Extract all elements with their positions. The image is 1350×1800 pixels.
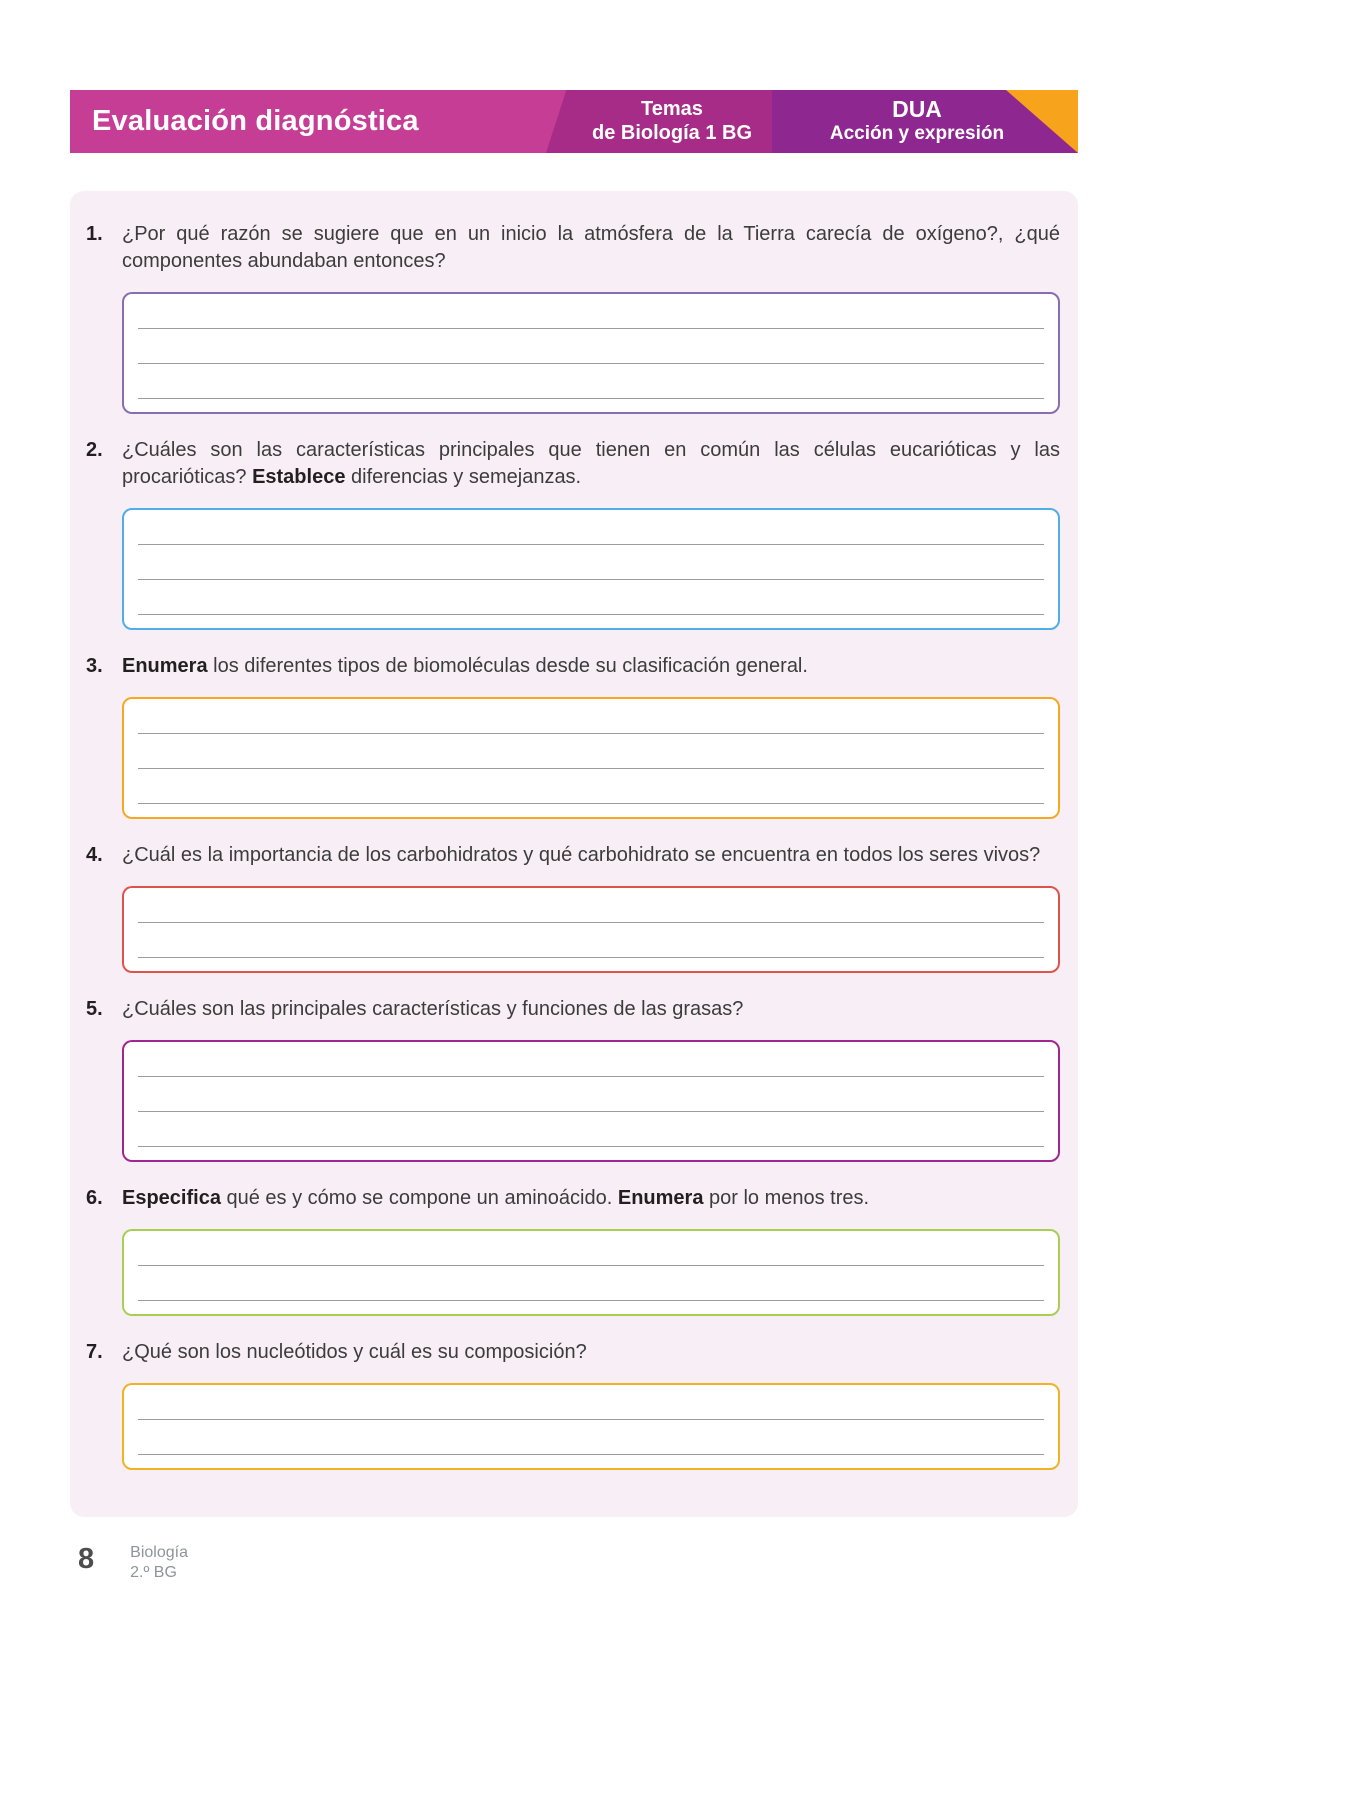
- question-text: [122, 1185, 1060, 1212]
- dua-subtitle: Acción y expresión: [829, 122, 1005, 144]
- question-text: [122, 842, 1060, 869]
- book-info: [130, 1543, 188, 1583]
- question-block: [70, 1339, 1078, 1470]
- question-text-segment: ¿Cuáles son las características principales que tienen en común las células eucarióticas y las procarióticas?: [122, 439, 1060, 488]
- banner-topic-line2: de Biología 1 BG: [591, 121, 753, 144]
- answer-box: [122, 508, 1060, 630]
- answer-box: [122, 1383, 1060, 1470]
- question-text: [122, 1339, 1060, 1366]
- question-block: [70, 437, 1078, 630]
- answer-line: [138, 1042, 1044, 1077]
- question-text-segment: Especifica: [122, 1187, 221, 1209]
- answer-box: [122, 292, 1060, 414]
- question-text-segment: qué es y cómo se compone un aminoácido.: [220, 1187, 618, 1209]
- question-block: [70, 653, 1078, 819]
- book-subject: Biología: [130, 1544, 188, 1561]
- question-block: [70, 221, 1078, 414]
- answer-line: [138, 580, 1044, 615]
- answer-line: [138, 364, 1044, 399]
- header-banner: [70, 90, 1078, 153]
- question-number: 7.: [86, 1341, 103, 1363]
- page-number: 8: [78, 1543, 95, 1575]
- question-text-segment: Establece: [252, 466, 346, 488]
- question-block: [70, 1185, 1078, 1316]
- answer-box: [122, 1040, 1060, 1162]
- answer-line: [138, 1266, 1044, 1301]
- question-number: 1.: [86, 223, 103, 245]
- banner-topic-label: [556, 90, 788, 153]
- question-text: [122, 996, 1060, 1023]
- banner-dua-label: [772, 90, 1062, 153]
- question-text: [122, 437, 1060, 491]
- answer-line: [138, 1112, 1044, 1147]
- question-number: 5.: [86, 998, 103, 1020]
- question-text-segment: por lo menos tres.: [703, 1187, 870, 1209]
- answer-line: [138, 1231, 1044, 1266]
- answer-line: [138, 1420, 1044, 1455]
- question-text-segment: ¿Por qué razón se sugiere que en un inicio la atmósfera de la Tierra carecía de oxígeno?, ¿qué componentes abundaban entonces?: [122, 223, 1060, 272]
- question-text: [122, 221, 1060, 275]
- dua-title: DUA: [892, 96, 942, 123]
- question-number: 3.: [86, 655, 103, 677]
- question-text-segment: diferencias y semejanzas.: [345, 466, 582, 488]
- answer-line: [138, 769, 1044, 804]
- question-text-segment: Enumera: [617, 1187, 704, 1209]
- question-list: [70, 221, 1078, 1470]
- question-text-segment: ¿Cuál es la importancia de los carbohidratos y qué carbohidrato se encuentra en todos los seres vivos?: [122, 844, 1041, 866]
- question-block: [70, 842, 1078, 973]
- answer-line: [138, 699, 1044, 734]
- answer-line: [138, 734, 1044, 769]
- question-block: [70, 996, 1078, 1162]
- answer-box: [122, 886, 1060, 973]
- answer-line: [138, 1385, 1044, 1420]
- answer-line: [138, 294, 1044, 329]
- answer-box: [122, 1229, 1060, 1316]
- answer-line: [138, 1077, 1044, 1112]
- banner-topic-line1: Temas: [641, 97, 703, 120]
- page-footer: [78, 1543, 1078, 1583]
- question-text: [122, 653, 1060, 680]
- answer-line: [138, 329, 1044, 364]
- question-number: 2.: [86, 439, 103, 461]
- question-text-segment: los diferentes tipos de biomoléculas desde su clasificación general.: [207, 655, 808, 677]
- worksheet-page: [70, 90, 1078, 1583]
- question-number: 4.: [86, 844, 103, 866]
- question-text-segment: ¿Cuáles son las principales características y funciones de las grasas?: [122, 998, 744, 1020]
- answer-line: [138, 545, 1044, 580]
- questions-panel: [70, 191, 1078, 1517]
- answer-line: [138, 888, 1044, 923]
- page-title: Evaluación diagnóstica: [92, 105, 419, 137]
- answer-box: [122, 697, 1060, 819]
- answer-line: [138, 923, 1044, 958]
- question-text-segment: Enumera: [122, 655, 208, 677]
- question-text-segment: ¿Qué son los nucleótidos y cuál es su composición?: [122, 1341, 587, 1363]
- question-number: 6.: [86, 1187, 103, 1209]
- book-grade: 2.º BG: [130, 1564, 177, 1581]
- answer-line: [138, 510, 1044, 545]
